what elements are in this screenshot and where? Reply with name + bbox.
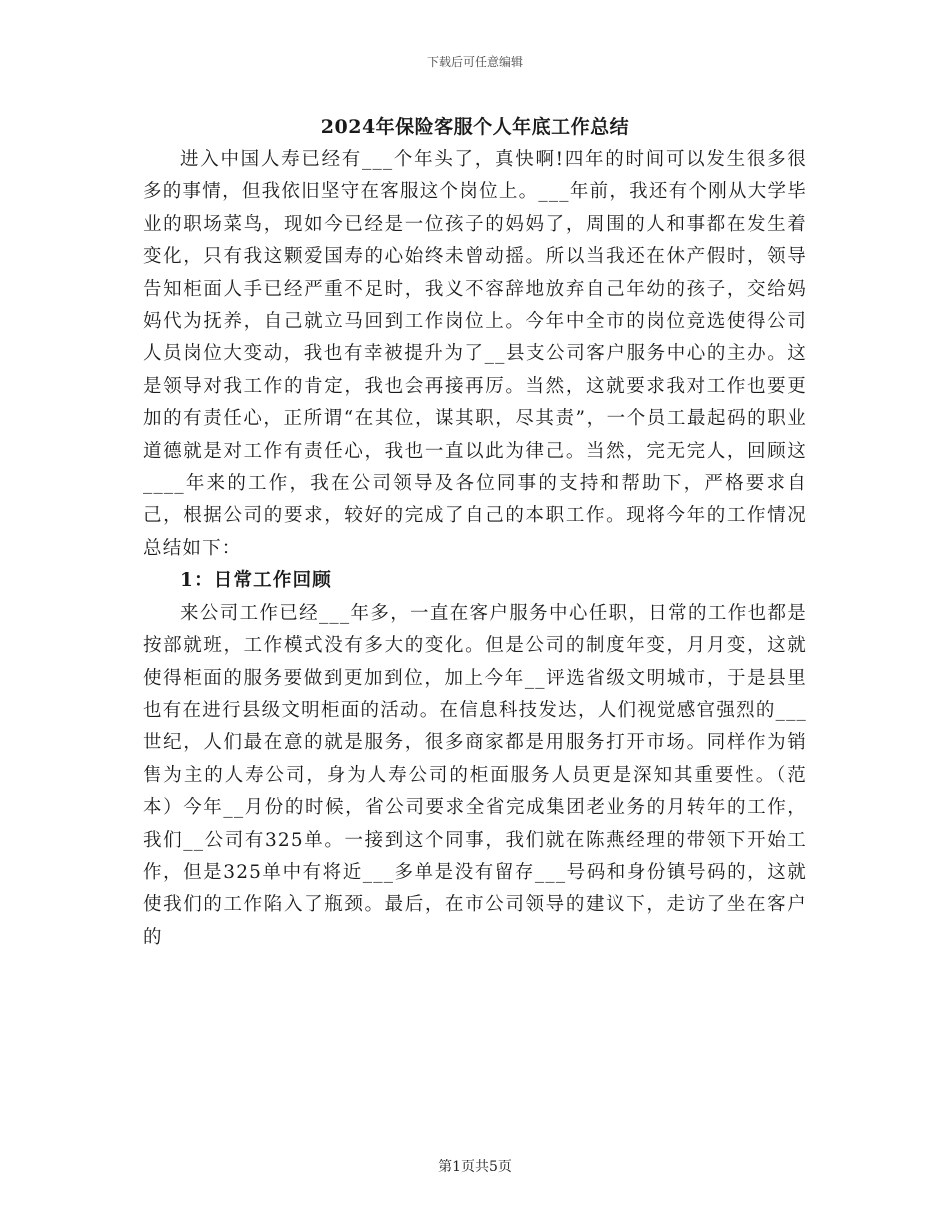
page-header-note: 下载后可任意编辑 [426,55,523,69]
section-heading-daily-review: 1：日常工作回顾 [180,570,332,592]
page-number: 第1页共5页 [438,1159,512,1175]
document-title: 2024年保险客服个人年底工作总结 [320,116,630,138]
document-body [143,144,807,954]
paragraph-intro: 进入中国人寿已经有___个年头了，真快啊!四年的时间可以发生很多很多的事情，但我依旧坚守在客服这个岗位上。___年前，我还有个刚从大学毕业的职场菜鸟，现如今已经是一位孩子的妈妈了，周围的人和事都在发生着变化，只有我这颗爱国寿的心始终未曾动摇。所以当我还在休产假时，领导告知柜面人手已经严重不足时，我义不容辞地放弃自己年幼的孩子，交给妈妈代为抚养，自己就立马回到工作岗位上。今年中全市的岗位竞选使得公司人员岗位大变动，我也有幸被提升为了__县支公司客户服务中心的主办。这是领导对我工作的肯定，我也会再接再厉。当然，这就要求我对工作也要更加的有责任心，正所谓“在其位，谋其职，尽其责”，一个员工最起码的职业道德就是对工作有责任心，我也一直以此为律己。当然，完无完人，回顾这____年来的工作，我在公司领导及各位同事的支持和帮助下，严格要求自己，根据公司的要求，较好的完成了自己的本职工作。现将今年的工作情况总结如下： [143,149,807,559]
paragraph-daily-review: 来公司工作已经___年多，一直在客户服务中心任职，日常的工作也都是按部就班，工作模式没有多大的变化。但是公司的制度年变，月月变，这就使得柜面的服务要做到更加到位，加上今年__评选省级文明城市，于是县里也有在进行县级文明柜面的活动。在信息科技发达，人们视觉感官强烈的___世纪，人们最在意的就是服务，很多商家都是用服务打开市场。同样作为销售为主的人寿公司，身为人寿公司的柜面服务人员更是深知其重要性。（范本）今年__月份的时候，省公司要求全省完成集团老业务的月转年的工作，我们__公司有325单。一接到这个同事，我们就在陈燕经理的带领下开始工作，但是325单中有将近___多单是没有留存___号码和身份镇号码的，这就使我们的工作陷入了瓶颈。最后，在市公司领导的建议下，走访了坐在客户的 [143,602,807,948]
